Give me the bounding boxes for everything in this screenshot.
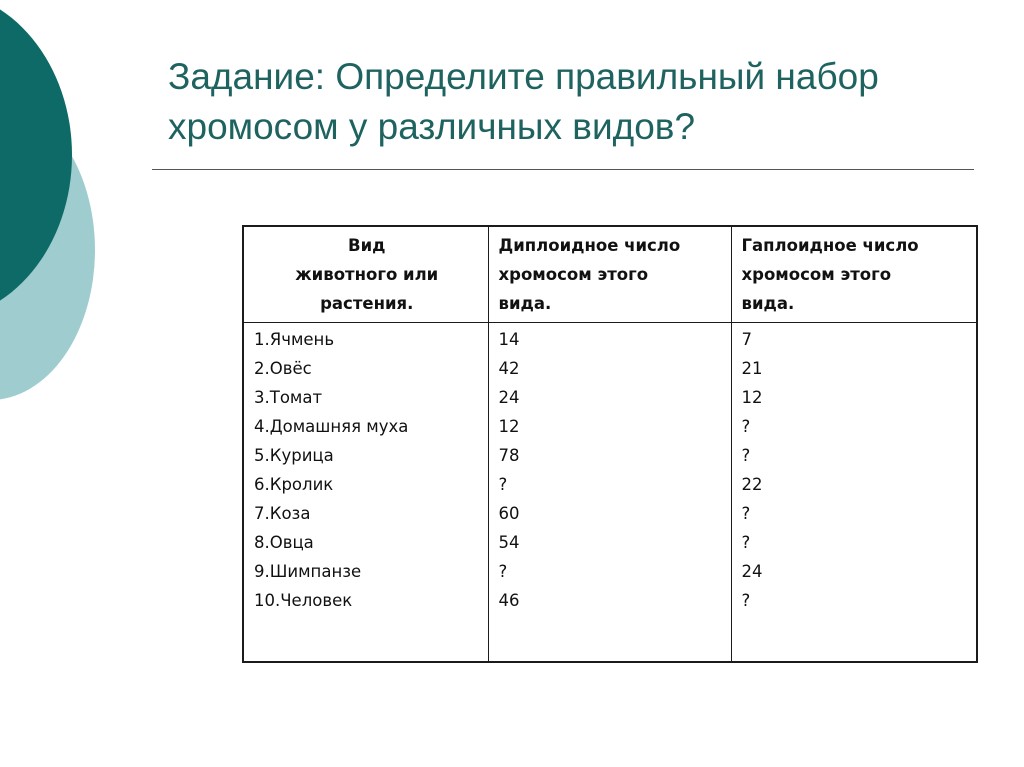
haploid-column bbox=[731, 323, 977, 663]
species-item: 6.Кролик bbox=[254, 475, 334, 494]
diploid-value: 14 bbox=[498, 330, 520, 349]
haploid-value: 12 bbox=[741, 388, 763, 407]
header-species bbox=[243, 226, 488, 323]
header-line: хромосом этого bbox=[498, 265, 649, 284]
species-item: 5.Курица bbox=[254, 446, 334, 465]
species-item: 4.Домашняя муха bbox=[254, 417, 409, 436]
species-column bbox=[243, 323, 488, 663]
haploid-value: ? bbox=[741, 446, 751, 465]
haploid-value: ? bbox=[741, 417, 751, 436]
header-line: хромосом этого bbox=[741, 265, 892, 284]
title-divider bbox=[152, 169, 974, 170]
species-item: 7.Коза bbox=[254, 504, 311, 523]
header-line: Диплоидное число bbox=[498, 236, 681, 255]
header-diploid bbox=[488, 226, 731, 323]
diploid-value: ? bbox=[498, 475, 508, 494]
header-line: вида. bbox=[498, 294, 552, 313]
diploid-value: ? bbox=[498, 562, 508, 581]
diploid-value: 78 bbox=[498, 446, 520, 465]
species-item: 8.Овца bbox=[254, 533, 314, 552]
diploid-value: 46 bbox=[498, 591, 520, 610]
chromosome-table bbox=[242, 225, 978, 663]
diploid-value: 60 bbox=[498, 504, 520, 523]
diploid-value: 12 bbox=[498, 417, 520, 436]
header-line: вида. bbox=[741, 294, 795, 313]
slide-title: Задание: Определите правильный набор хромосом у различных видов? bbox=[168, 56, 879, 147]
haploid-value: 22 bbox=[741, 475, 763, 494]
header-line: Вид bbox=[348, 236, 386, 255]
species-item: 2.Овёс bbox=[254, 359, 312, 378]
species-item: 9.Шимпанзе bbox=[254, 562, 362, 581]
header-line: Гаплоидное число bbox=[741, 236, 919, 255]
haploid-value: 24 bbox=[741, 562, 763, 581]
haploid-value: 21 bbox=[741, 359, 763, 378]
haploid-value: ? bbox=[741, 591, 751, 610]
table-header-row bbox=[243, 226, 977, 323]
header-haploid bbox=[731, 226, 977, 323]
species-item: 10.Человек bbox=[254, 591, 353, 610]
species-item: 1.Ячмень bbox=[254, 330, 335, 349]
header-line: растения. bbox=[320, 294, 414, 313]
species-item: 3.Томат bbox=[254, 388, 323, 407]
haploid-value: 7 bbox=[741, 330, 752, 349]
diploid-column bbox=[488, 323, 731, 663]
diploid-value: 24 bbox=[498, 388, 520, 407]
haploid-value: ? bbox=[741, 504, 751, 523]
haploid-value: ? bbox=[741, 533, 751, 552]
diploid-value: 54 bbox=[498, 533, 520, 552]
diploid-value: 42 bbox=[498, 359, 520, 378]
header-line: животного или bbox=[295, 265, 439, 284]
table-body-row bbox=[243, 323, 977, 663]
